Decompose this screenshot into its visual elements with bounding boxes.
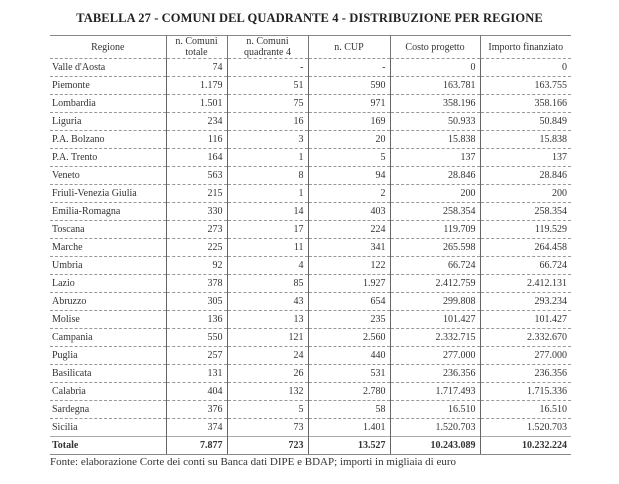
cell-cup: 1.927 — [308, 275, 390, 293]
cell-importo-finanziato: 16.510 — [480, 401, 571, 419]
table-body — [50, 59, 571, 455]
table-row — [50, 167, 571, 185]
table-row — [50, 401, 571, 419]
cell-cup: 235 — [308, 311, 390, 329]
cell-comuni-totale: 225 — [166, 239, 227, 257]
cell-importo-finanziato: 15.838 — [480, 131, 571, 149]
cell-cup: 590 — [308, 77, 390, 95]
header-costo-progetto: Costo progetto — [390, 36, 480, 59]
cell-comuni-totale: 378 — [166, 275, 227, 293]
source-note: Fonte: elaborazione Corte dei conti su Banca dati DIPE e BDAP; importi in migliaia di euro — [50, 456, 456, 468]
cell-cup: 58 — [308, 401, 390, 419]
cell-comuni-quadrante: 3 — [227, 131, 308, 149]
table-row — [50, 275, 571, 293]
cell-costo-progetto: 137 — [390, 149, 480, 167]
cell-costo-progetto: 1.520.703 — [390, 419, 480, 437]
header-importo-finanziato: Importo finanziato — [480, 36, 571, 59]
cell-comuni-quadrante: 24 — [227, 347, 308, 365]
cell-regione: Sicilia — [50, 419, 166, 437]
cell-importo-finanziato: 66.724 — [480, 257, 571, 275]
cell-comuni-quadrante: 11 — [227, 239, 308, 257]
cell-costo-progetto: 236.356 — [390, 365, 480, 383]
cell-comuni-totale: 376 — [166, 401, 227, 419]
cell-cup: 440 — [308, 347, 390, 365]
cell-cup: 531 — [308, 365, 390, 383]
cell-regione: Abruzzo — [50, 293, 166, 311]
cell-comuni-quadrante: 1 — [227, 185, 308, 203]
cell-importo-finanziato: 28.846 — [480, 167, 571, 185]
total-cell-importo-finanziato: 10.232.224 — [480, 437, 571, 455]
cell-regione: Sardegna — [50, 401, 166, 419]
header-comuni-quadrante: n. Comuni quadrante 4 — [227, 36, 308, 59]
cell-cup: 169 — [308, 113, 390, 131]
cell-costo-progetto: 299.808 — [390, 293, 480, 311]
cell-costo-progetto: 265.598 — [390, 239, 480, 257]
table-row — [50, 131, 571, 149]
cell-costo-progetto: 277.000 — [390, 347, 480, 365]
cell-costo-progetto: 28.846 — [390, 167, 480, 185]
cell-importo-finanziato: 101.427 — [480, 311, 571, 329]
cell-cup: - — [308, 59, 390, 77]
cell-regione: Lazio — [50, 275, 166, 293]
table-row — [50, 77, 571, 95]
cell-costo-progetto: 358.196 — [390, 95, 480, 113]
cell-comuni-totale: 1.501 — [166, 95, 227, 113]
cell-regione: Marche — [50, 239, 166, 257]
cell-comuni-quadrante: 14 — [227, 203, 308, 221]
data-table — [50, 35, 571, 455]
table-row — [50, 257, 571, 275]
table-row — [50, 221, 571, 239]
cell-importo-finanziato: 1.520.703 — [480, 419, 571, 437]
total-row — [50, 437, 571, 455]
table-title — [0, 11, 619, 26]
cell-cup: 20 — [308, 131, 390, 149]
cell-regione: Emilia-Romagna — [50, 203, 166, 221]
cell-costo-progetto: 15.838 — [390, 131, 480, 149]
cell-comuni-totale: 305 — [166, 293, 227, 311]
cell-comuni-totale: 116 — [166, 131, 227, 149]
cell-regione: Valle d'Aosta — [50, 59, 166, 77]
header-cup: n. CUP — [308, 36, 390, 59]
cell-costo-progetto: 0 — [390, 59, 480, 77]
table-row — [50, 95, 571, 113]
cell-costo-progetto: 66.724 — [390, 257, 480, 275]
cell-comuni-quadrante: 5 — [227, 401, 308, 419]
cell-cup: 1.401 — [308, 419, 390, 437]
cell-cup: 2 — [308, 185, 390, 203]
cell-costo-progetto: 50.933 — [390, 113, 480, 131]
cell-regione: Friuli-Venezia Giulia — [50, 185, 166, 203]
cell-comuni-totale: 374 — [166, 419, 227, 437]
cell-cup: 654 — [308, 293, 390, 311]
cell-comuni-totale: 215 — [166, 185, 227, 203]
cell-importo-finanziato: 1.715.336 — [480, 383, 571, 401]
cell-cup: 971 — [308, 95, 390, 113]
cell-cup: 2.560 — [308, 329, 390, 347]
cell-importo-finanziato: 0 — [480, 59, 571, 77]
cell-comuni-quadrante: 8 — [227, 167, 308, 185]
table-row — [50, 203, 571, 221]
cell-regione: Umbria — [50, 257, 166, 275]
cell-importo-finanziato: 264.458 — [480, 239, 571, 257]
table-row — [50, 383, 571, 401]
cell-regione: Basilicata — [50, 365, 166, 383]
cell-regione: Puglia — [50, 347, 166, 365]
header-regione: Regione — [50, 36, 166, 59]
table-row — [50, 113, 571, 131]
table-row — [50, 419, 571, 437]
cell-comuni-totale: 164 — [166, 149, 227, 167]
cell-regione: Veneto — [50, 167, 166, 185]
table-row — [50, 347, 571, 365]
cell-comuni-totale: 273 — [166, 221, 227, 239]
cell-comuni-totale: 74 — [166, 59, 227, 77]
cell-regione: Molise — [50, 311, 166, 329]
cell-comuni-quadrante: 13 — [227, 311, 308, 329]
table-row — [50, 329, 571, 347]
cell-cup: 403 — [308, 203, 390, 221]
cell-comuni-totale: 131 — [166, 365, 227, 383]
cell-regione: Campania — [50, 329, 166, 347]
cell-importo-finanziato: 2.412.131 — [480, 275, 571, 293]
cell-regione: Lombardia — [50, 95, 166, 113]
cell-regione: Piemonte — [50, 77, 166, 95]
cell-regione: Toscana — [50, 221, 166, 239]
cell-cup: 94 — [308, 167, 390, 185]
cell-importo-finanziato: 258.354 — [480, 203, 571, 221]
cell-importo-finanziato: 277.000 — [480, 347, 571, 365]
total-cell-costo-progetto: 10.243.089 — [390, 437, 480, 455]
table-row — [50, 311, 571, 329]
cell-cup: 224 — [308, 221, 390, 239]
cell-comuni-quadrante: 132 — [227, 383, 308, 401]
cell-importo-finanziato: 358.166 — [480, 95, 571, 113]
cell-comuni-quadrante: - — [227, 59, 308, 77]
cell-importo-finanziato: 236.356 — [480, 365, 571, 383]
cell-costo-progetto: 2.332.715 — [390, 329, 480, 347]
total-cell-comuni-totale: 7.877 — [166, 437, 227, 455]
cell-costo-progetto: 200 — [390, 185, 480, 203]
total-cell-comuni-quadrante: 723 — [227, 437, 308, 455]
cell-comuni-totale: 550 — [166, 329, 227, 347]
table-row — [50, 239, 571, 257]
header-row — [50, 36, 571, 59]
table-row — [50, 293, 571, 311]
cell-comuni-quadrante: 73 — [227, 419, 308, 437]
table-row — [50, 185, 571, 203]
cell-comuni-quadrante: 26 — [227, 365, 308, 383]
table-row — [50, 365, 571, 383]
cell-comuni-totale: 563 — [166, 167, 227, 185]
cell-comuni-totale: 330 — [166, 203, 227, 221]
cell-comuni-quadrante: 121 — [227, 329, 308, 347]
cell-costo-progetto: 258.354 — [390, 203, 480, 221]
cell-cup: 2.780 — [308, 383, 390, 401]
cell-comuni-totale: 1.179 — [166, 77, 227, 95]
cell-importo-finanziato: 293.234 — [480, 293, 571, 311]
cell-comuni-quadrante: 75 — [227, 95, 308, 113]
cell-comuni-quadrante: 17 — [227, 221, 308, 239]
cell-comuni-quadrante: 51 — [227, 77, 308, 95]
cell-regione: P.A. Bolzano — [50, 131, 166, 149]
cell-costo-progetto: 16.510 — [390, 401, 480, 419]
cell-regione: Liguria — [50, 113, 166, 131]
table-title-text: TABELLA 27 - COMUNI DEL QUADRANTE 4 - DISTRIBUZIONE PER REGIONE — [76, 11, 543, 25]
cell-regione: P.A. Trento — [50, 149, 166, 167]
total-cell-cup: 13.527 — [308, 437, 390, 455]
header-comuni-totale: n. Comuni totale — [166, 36, 227, 59]
cell-importo-finanziato: 163.755 — [480, 77, 571, 95]
cell-importo-finanziato: 50.849 — [480, 113, 571, 131]
cell-comuni-totale: 234 — [166, 113, 227, 131]
cell-comuni-quadrante: 43 — [227, 293, 308, 311]
cell-regione: Calabria — [50, 383, 166, 401]
cell-importo-finanziato: 200 — [480, 185, 571, 203]
cell-cup: 122 — [308, 257, 390, 275]
cell-importo-finanziato: 137 — [480, 149, 571, 167]
cell-comuni-totale: 136 — [166, 311, 227, 329]
cell-costo-progetto: 2.412.759 — [390, 275, 480, 293]
cell-importo-finanziato: 2.332.670 — [480, 329, 571, 347]
cell-comuni-quadrante: 4 — [227, 257, 308, 275]
cell-comuni-totale: 257 — [166, 347, 227, 365]
cell-cup: 341 — [308, 239, 390, 257]
cell-costo-progetto: 163.781 — [390, 77, 480, 95]
cell-importo-finanziato: 119.529 — [480, 221, 571, 239]
cell-costo-progetto: 1.717.493 — [390, 383, 480, 401]
cell-costo-progetto: 119.709 — [390, 221, 480, 239]
cell-cup: 5 — [308, 149, 390, 167]
cell-comuni-quadrante: 1 — [227, 149, 308, 167]
cell-comuni-quadrante: 85 — [227, 275, 308, 293]
total-cell-regione: Totale — [50, 437, 166, 455]
table-row — [50, 59, 571, 77]
cell-comuni-quadrante: 16 — [227, 113, 308, 131]
table-row — [50, 149, 571, 167]
cell-comuni-totale: 404 — [166, 383, 227, 401]
cell-comuni-totale: 92 — [166, 257, 227, 275]
cell-costo-progetto: 101.427 — [390, 311, 480, 329]
